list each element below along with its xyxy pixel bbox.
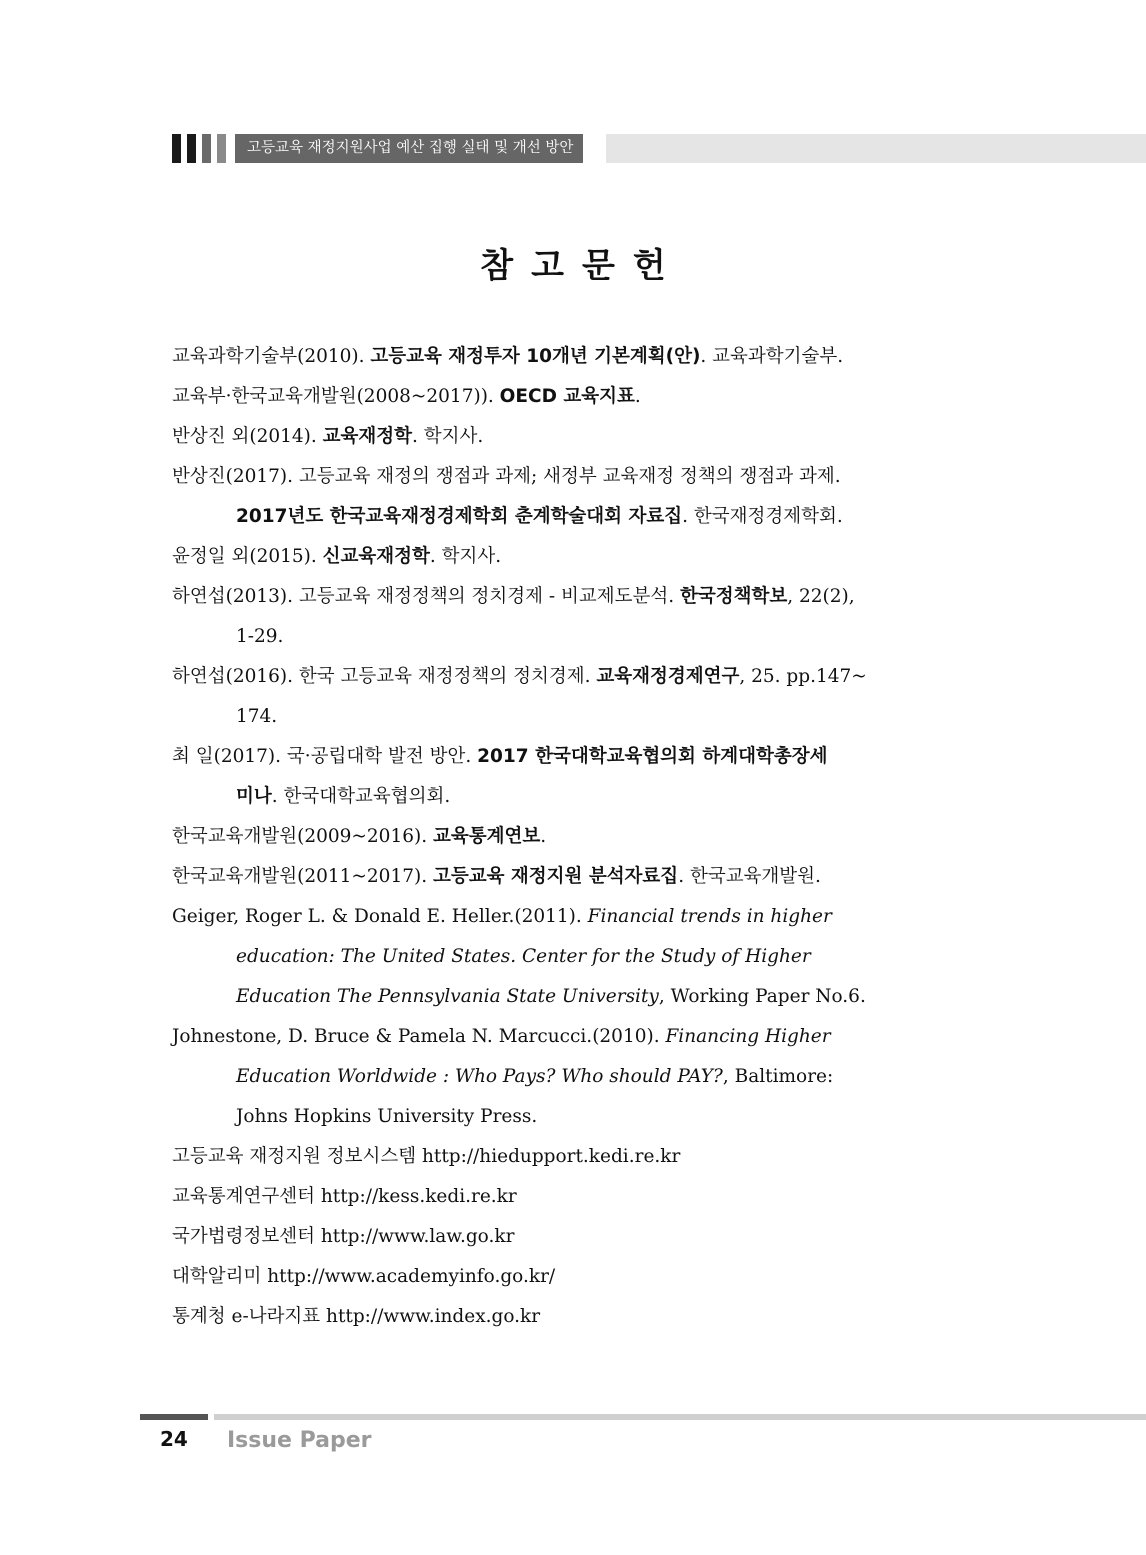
ref-text: 반상진(2017). 고등교육 재정의 쟁점과 과제; 새정부 교육재정 정책의 쟁점과 과제. bbox=[172, 466, 841, 487]
header-rule bbox=[606, 134, 1146, 163]
ref-continuation bbox=[172, 497, 975, 537]
ref-text: 한국교육개발원(2011~2017). bbox=[172, 866, 433, 887]
ref-title: 미나 bbox=[236, 786, 272, 807]
ref-continuation bbox=[172, 1057, 975, 1097]
ref-text: 최 일(2017). 국·공립대학 발전 방안. bbox=[172, 746, 478, 767]
reference-item bbox=[172, 377, 975, 417]
reference-item bbox=[172, 657, 975, 737]
ref-title: 고등교육 재정투자 10개년 기본계획(안) bbox=[370, 346, 701, 367]
ref-text: 윤정일 외(2015). bbox=[172, 546, 323, 567]
ref-text: 교육부·한국교육개발원(2008~2017)). bbox=[172, 386, 500, 407]
ref-text: , 22(2), bbox=[787, 586, 855, 607]
footer-rule-dark bbox=[140, 1414, 208, 1420]
ref-continuation bbox=[172, 777, 975, 817]
page-number: 24 bbox=[160, 1427, 188, 1451]
ref-title: 교육재정학 bbox=[322, 426, 413, 447]
ref-title: Financing Higher bbox=[665, 1026, 831, 1047]
ref-text: . 학지사. bbox=[412, 426, 484, 447]
page-title: 참고문헌 bbox=[480, 246, 684, 286]
ref-text: 하연섭(2013). 고등교육 재정정책의 정치경제 - 비교제도분석. bbox=[172, 586, 680, 607]
reference-item: 고등교육 재정지원 정보시스템 http://hiedupport.kedi.re.kr bbox=[172, 1146, 681, 1167]
reference-item bbox=[172, 737, 975, 817]
ref-title: 신교육재정학 bbox=[322, 546, 430, 567]
ref-title: Education The Pennsylvania State University bbox=[236, 986, 659, 1007]
ref-text: 하연섭(2016). 한국 고등교육 재정정책의 정치경제. bbox=[172, 666, 597, 687]
reference-item bbox=[172, 1017, 975, 1137]
ref-title: 고등교육 재정지원 분석자료집 bbox=[432, 866, 679, 887]
header-block-dark-1 bbox=[172, 134, 181, 163]
reference-item: 교육통계연구센터 http://kess.kedi.re.kr bbox=[172, 1186, 517, 1207]
reference-item bbox=[172, 857, 975, 897]
ref-continuation: education: The United States. Center for the Study of Higher bbox=[236, 946, 811, 967]
ref-title: 교육통계연보 bbox=[432, 826, 541, 847]
ref-title: Financial trends in higher bbox=[587, 906, 832, 927]
ref-title: 한국정책학보 bbox=[679, 586, 788, 607]
ref-title: Education Worldwide : Who Pays? Who should PAY? bbox=[236, 1066, 723, 1087]
reference-item: 국가법령정보센터 http://www.law.go.kr bbox=[172, 1226, 515, 1247]
reference-item bbox=[172, 457, 975, 537]
running-header-title: 고등교육 재정지원사업 예산 집행 실태 및 개선 방안 bbox=[235, 134, 583, 163]
reference-list bbox=[172, 337, 975, 1337]
reference-item bbox=[172, 537, 975, 577]
ref-text: 한국교육개발원(2009~2016). bbox=[172, 826, 433, 847]
footer-rule bbox=[214, 1414, 1146, 1420]
ref-continuation bbox=[172, 977, 975, 1017]
ref-text: , 25. pp.147~ bbox=[739, 666, 867, 687]
running-header bbox=[172, 134, 583, 163]
ref-text: , Working Paper No.6. bbox=[658, 986, 866, 1007]
ref-text: , Baltimore: bbox=[722, 1066, 834, 1087]
ref-continuation: Johns Hopkins University Press. bbox=[236, 1106, 538, 1127]
reference-item bbox=[172, 337, 975, 377]
ref-text: Geiger, Roger L. & Donald E. Heller.(2011). bbox=[172, 906, 588, 927]
ref-title: 교육재정경제연구 bbox=[596, 666, 740, 687]
ref-text: 교육과학기술부(2010). bbox=[172, 346, 371, 367]
header-block-gray-1 bbox=[202, 134, 211, 163]
header-block-dark-2 bbox=[187, 134, 196, 163]
ref-text: . bbox=[634, 386, 641, 407]
ref-title: OECD 교육지표 bbox=[499, 386, 635, 407]
reference-item: 통계청 e-나라지표 http://www.index.go.kr bbox=[172, 1306, 541, 1327]
ref-continuation: 1-29. bbox=[236, 626, 284, 647]
ref-title: 2017 한국대학교육협의회 하계대학총장세 bbox=[477, 746, 828, 767]
ref-title: 2017년도 한국교육재정경제학회 춘계학술대회 자료집 bbox=[236, 506, 683, 527]
ref-text: . 교육과학기술부. bbox=[700, 346, 844, 367]
ref-text: . 한국대학교육협의회. bbox=[271, 786, 451, 807]
ref-text: Johnestone, D. Bruce & Pamela N. Marcucci.(2010). bbox=[172, 1026, 666, 1047]
ref-text: . 한국교육개발원. bbox=[678, 866, 821, 887]
ref-text: . 한국재정경제학회. bbox=[682, 506, 843, 527]
reference-item bbox=[172, 577, 975, 657]
reference-item bbox=[172, 897, 975, 1017]
reference-item bbox=[172, 417, 975, 457]
ref-continuation: 174. bbox=[236, 706, 278, 727]
ref-text: . bbox=[540, 826, 547, 847]
footer-label: Issue Paper bbox=[227, 1428, 372, 1453]
reference-item: 대학알리미 http://www.academyinfo.go.kr/ bbox=[172, 1266, 556, 1287]
ref-text: . 학지사. bbox=[429, 546, 502, 567]
reference-item bbox=[172, 817, 975, 857]
header-block-gray-2 bbox=[217, 134, 226, 163]
ref-text: 반상진 외(2014). bbox=[172, 426, 323, 447]
